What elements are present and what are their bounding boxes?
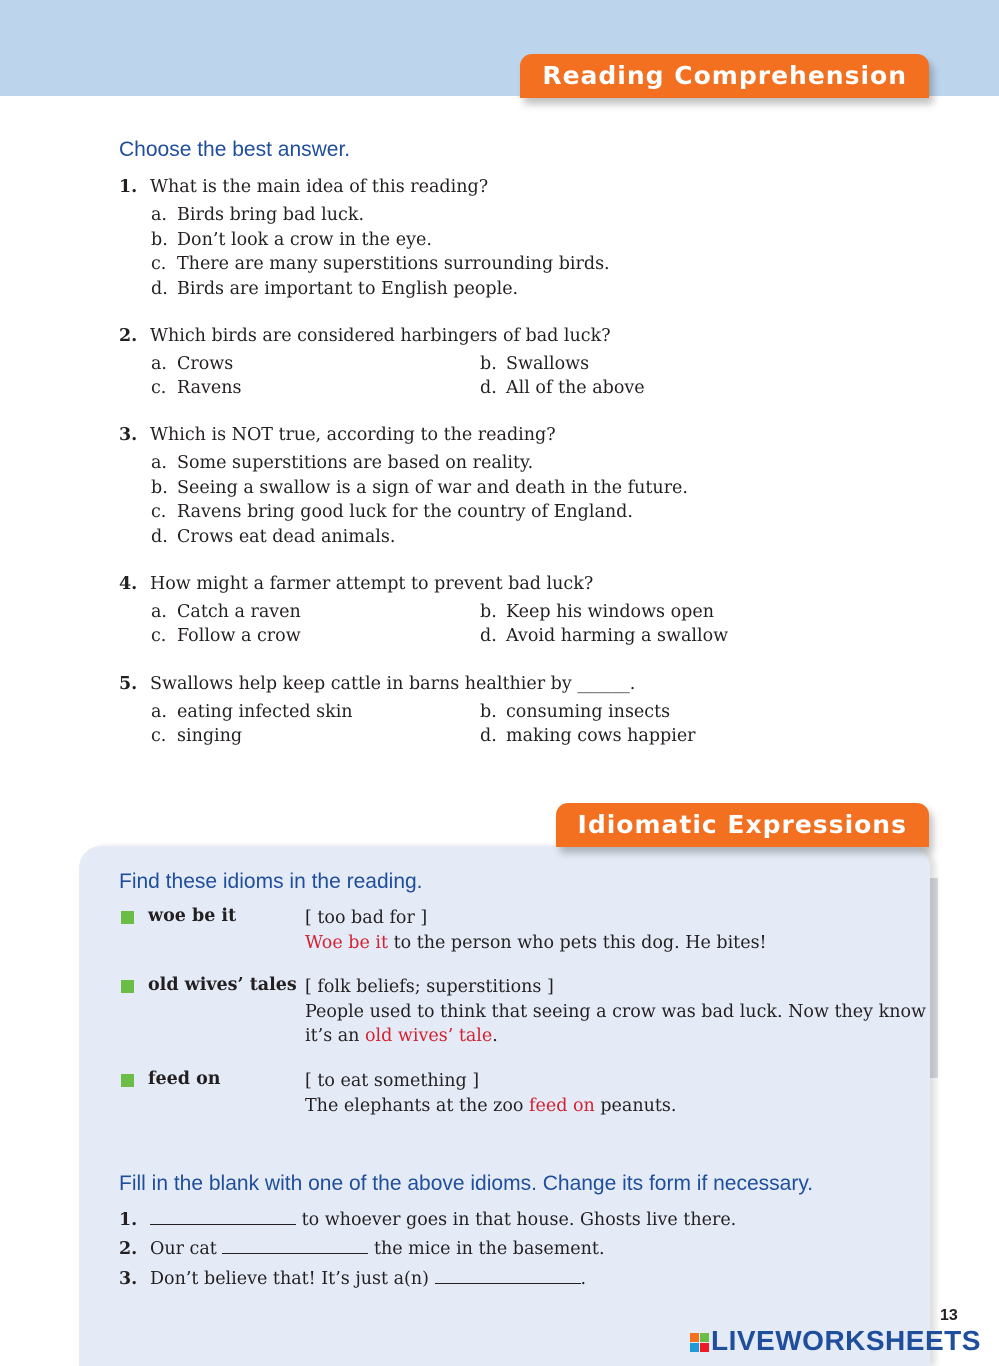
- answer-option[interactable]: d. making cows happier: [480, 726, 696, 746]
- answer-option[interactable]: a. Some superstitions are based on reality.: [151, 453, 534, 473]
- idiom-term: old wives’ tales: [148, 975, 297, 995]
- fill-item: 2. Our cat the mice in the basement.: [119, 1239, 605, 1259]
- section-tab-reading-comprehension: Reading Comprehension: [520, 54, 929, 98]
- idiom-meaning: [ too bad for ]: [305, 908, 428, 928]
- question-number: 5.: [119, 674, 138, 694]
- idiom-example-line: People used to think that seeing a crow was bad luck. Now they know: [305, 1002, 926, 1022]
- answer-option[interactable]: b. Don’t look a crow in the eye.: [151, 230, 432, 250]
- idiom-highlight: feed on: [529, 1096, 595, 1116]
- idiom-example: it’s an old wives’ tale.: [305, 1026, 498, 1046]
- fill-blank[interactable]: [150, 1210, 296, 1225]
- answer-option[interactable]: a. Birds bring bad luck.: [151, 205, 365, 225]
- idiom-highlight: Woe be it: [305, 933, 389, 953]
- question-stem: How might a farmer attempt to prevent bad luck?: [150, 574, 594, 594]
- fill-blank[interactable]: [435, 1269, 581, 1284]
- answer-option[interactable]: c. Follow a crow: [151, 626, 301, 646]
- section-tab-idiomatic-expressions: Idiomatic Expressions: [556, 803, 929, 847]
- answer-option[interactable]: c. singing: [151, 726, 243, 746]
- question-number: 2.: [119, 326, 138, 346]
- answer-option[interactable]: d. Avoid harming a swallow: [480, 626, 729, 646]
- idiom-term: woe be it: [148, 906, 237, 926]
- idiom-term: feed on: [148, 1069, 221, 1089]
- question-number: 1.: [119, 177, 138, 197]
- idiom-meaning: [ folk beliefs; superstitions ]: [305, 977, 554, 997]
- answer-option[interactable]: c. There are many superstitions surrounding birds.: [151, 254, 610, 274]
- answer-option[interactable]: d. Crows eat dead animals.: [151, 527, 396, 547]
- panel-shadow: [930, 878, 938, 1078]
- fill-item: 1. to whoever goes in that house. Ghosts live there.: [119, 1210, 737, 1230]
- fill-instruction: Fill in the blank with one of the above idioms. Change its form if necessary.: [119, 1172, 814, 1195]
- answer-option[interactable]: a. Crows: [151, 354, 234, 374]
- green-square-bullet-icon: [121, 1074, 134, 1087]
- answer-option[interactable]: c. Ravens bring good luck for the country of England.: [151, 502, 633, 522]
- answer-option[interactable]: d. Birds are important to English people.: [151, 279, 519, 299]
- liveworksheets-logo-icon: [690, 1333, 709, 1352]
- idiom-meaning: [ to eat something ]: [305, 1071, 480, 1091]
- question-number: 4.: [119, 574, 138, 594]
- answer-option[interactable]: b. Keep his windows open: [480, 602, 714, 622]
- question-number: 3.: [119, 425, 138, 445]
- question-stem: Which is NOT true, according to the reading?: [150, 425, 556, 445]
- green-square-bullet-icon: [121, 980, 134, 993]
- question-stem: Which birds are considered harbingers of bad luck?: [150, 326, 611, 346]
- answer-option[interactable]: b. Seeing a swallow is a sign of war and death in the future.: [151, 478, 688, 498]
- answer-option[interactable]: b. consuming insects: [480, 702, 671, 722]
- fill-item: 3. Don’t believe that! It’s just a(n) .: [119, 1269, 587, 1289]
- fill-blank[interactable]: [222, 1239, 368, 1254]
- answer-option[interactable]: a. eating infected skin: [151, 702, 353, 722]
- answer-option[interactable]: b. Swallows: [480, 354, 590, 374]
- page-number: 13: [940, 1307, 958, 1324]
- idiom-example: Woe be it to the person who pets this dog. He bites!: [305, 933, 767, 953]
- green-square-bullet-icon: [121, 911, 134, 924]
- answer-option[interactable]: a. Catch a raven: [151, 602, 301, 622]
- question-stem: What is the main idea of this reading?: [150, 177, 489, 197]
- idiom-highlight: old wives’ tale: [365, 1026, 493, 1046]
- idiom-example: The elephants at the zoo feed on peanuts.: [305, 1096, 677, 1116]
- answer-option[interactable]: c. Ravens: [151, 378, 242, 398]
- question-stem: Swallows help keep cattle in barns healthier by ______.: [150, 674, 636, 694]
- idioms-instruction: Find these idioms in the reading.: [119, 870, 423, 893]
- liveworksheets-logo: LIVEWORKSHEETS: [690, 1325, 981, 1357]
- answer-option[interactable]: d. All of the above: [480, 378, 645, 398]
- section-instruction: Choose the best answer.: [119, 138, 351, 161]
